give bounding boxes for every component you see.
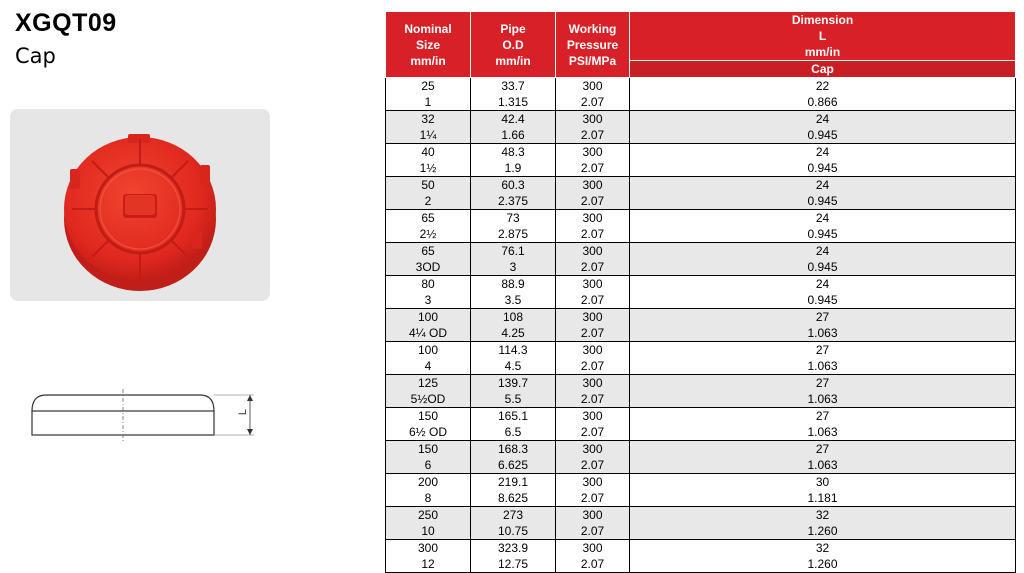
- cell-pipe-od-mm: 165.1: [471, 408, 556, 425]
- table-row: [386, 391, 1016, 408]
- cell-working-pressure-in: 2.07: [556, 556, 630, 573]
- table-row: [386, 160, 1016, 177]
- cell-working-pressure-in: 2.07: [556, 127, 630, 144]
- cell-working-pressure-in: 2.07: [556, 226, 630, 243]
- dimension-label-l: L: [237, 408, 250, 416]
- cell-working-pressure-in: 2.07: [556, 457, 630, 474]
- header-dimension: Dimension L mm/in: [630, 12, 1016, 61]
- cell-dimension-l-in: 0.945: [630, 127, 1016, 144]
- cell-dimension-l-in: 1.063: [630, 391, 1016, 408]
- cell-nominal-size-mm: 200: [386, 474, 471, 491]
- table-body: [386, 78, 1016, 573]
- table-row: [386, 94, 1016, 111]
- table-row: [386, 144, 1016, 161]
- cell-dimension-l-mm: 32: [630, 507, 1016, 524]
- cell-working-pressure-in: 2.07: [556, 160, 630, 177]
- table-row: [386, 375, 1016, 392]
- table-row: [386, 325, 1016, 342]
- cell-nominal-size-mm: 32: [386, 111, 471, 128]
- cell-dimension-l-mm: 32: [630, 540, 1016, 557]
- cell-dimension-l-mm: 24: [630, 210, 1016, 227]
- cell-pipe-od-mm: 168.3: [471, 441, 556, 458]
- cell-nominal-size-mm: 250: [386, 507, 471, 524]
- cell-pipe-od-in: 2.375: [471, 193, 556, 210]
- cell-pipe-od-in: 5.5: [471, 391, 556, 408]
- table-row: [386, 309, 1016, 326]
- cell-nominal-size-in: 5½OD: [386, 391, 471, 408]
- cell-pipe-od-mm: 323.9: [471, 540, 556, 557]
- table-row: [386, 127, 1016, 144]
- cell-nominal-size-mm: 65: [386, 243, 471, 260]
- cell-pipe-od-in: 4.25: [471, 325, 556, 342]
- cell-pipe-od-in: 4.5: [471, 358, 556, 375]
- table-row: [386, 358, 1016, 375]
- cell-nominal-size-in: 1: [386, 94, 471, 111]
- cell-dimension-l-in: 1.063: [630, 457, 1016, 474]
- cell-nominal-size-in: 3OD: [386, 259, 471, 276]
- cell-working-pressure-in: 2.07: [556, 523, 630, 540]
- cell-dimension-l-mm: 24: [630, 177, 1016, 194]
- cell-nominal-size-in: 2: [386, 193, 471, 210]
- cell-dimension-l-in: 1.063: [630, 358, 1016, 375]
- table-row: [386, 210, 1016, 227]
- cell-pipe-od-mm: 42.4: [471, 111, 556, 128]
- cell-nominal-size-in: 4: [386, 358, 471, 375]
- cell-dimension-l-in: 1.063: [630, 424, 1016, 441]
- table-row: [386, 292, 1016, 309]
- cell-pipe-od-in: 2.875: [471, 226, 556, 243]
- cell-working-pressure-in: 2.07: [556, 358, 630, 375]
- cell-pipe-od-in: 1.315: [471, 94, 556, 111]
- table-row: [386, 424, 1016, 441]
- cell-pipe-od-mm: 33.7: [471, 78, 556, 95]
- cell-pipe-od-in: 3.5: [471, 292, 556, 309]
- cell-nominal-size-in: 8: [386, 490, 471, 507]
- cell-working-pressure-mm: 300: [556, 441, 630, 458]
- cell-working-pressure-mm: 300: [556, 375, 630, 392]
- cell-working-pressure-in: 2.07: [556, 490, 630, 507]
- cell-working-pressure-mm: 300: [556, 507, 630, 524]
- cell-nominal-size-mm: 100: [386, 342, 471, 359]
- cell-pipe-od-in: 3: [471, 259, 556, 276]
- cell-pipe-od-mm: 219.1: [471, 474, 556, 491]
- table-row: [386, 259, 1016, 276]
- cell-working-pressure-mm: 300: [556, 474, 630, 491]
- dimension-table: [385, 11, 1016, 573]
- cell-working-pressure-in: 2.07: [556, 292, 630, 309]
- cell-working-pressure-in: 2.07: [556, 193, 630, 210]
- cell-working-pressure-mm: 300: [556, 540, 630, 557]
- cell-nominal-size-mm: 300: [386, 540, 471, 557]
- cell-working-pressure-mm: 300: [556, 78, 630, 95]
- cell-working-pressure-mm: 300: [556, 111, 630, 128]
- cell-nominal-size-mm: 125: [386, 375, 471, 392]
- cap-profile-icon: [22, 385, 262, 445]
- cell-nominal-size-mm: 65: [386, 210, 471, 227]
- table-row: [386, 540, 1016, 557]
- table-row: [386, 111, 1016, 128]
- table-row: [386, 507, 1016, 524]
- table-row: [386, 243, 1016, 260]
- cell-dimension-l-in: 0.945: [630, 292, 1016, 309]
- cell-dimension-l-mm: 24: [630, 243, 1016, 260]
- product-code: XGQT09: [15, 9, 117, 37]
- table-row: [386, 457, 1016, 474]
- cell-dimension-l-in: 0.945: [630, 226, 1016, 243]
- table-row: [386, 193, 1016, 210]
- cell-dimension-l-in: 0.945: [630, 193, 1016, 210]
- cell-dimension-l-in: 0.866: [630, 94, 1016, 111]
- table-row: [386, 441, 1016, 458]
- cell-pipe-od-mm: 114.3: [471, 342, 556, 359]
- cell-pipe-od-in: 1.9: [471, 160, 556, 177]
- cell-dimension-l-in: 1.063: [630, 325, 1016, 342]
- cell-working-pressure-mm: 300: [556, 276, 630, 293]
- table-row: [386, 490, 1016, 507]
- cell-working-pressure-in: 2.07: [556, 391, 630, 408]
- cell-pipe-od-mm: 73: [471, 210, 556, 227]
- cell-working-pressure-mm: 300: [556, 309, 630, 326]
- cell-dimension-l-mm: 27: [630, 408, 1016, 425]
- cap-section-drawing: [22, 385, 262, 445]
- table-row: [386, 78, 1016, 95]
- cell-pipe-od-in: 1.66: [471, 127, 556, 144]
- header-cap: Cap: [630, 61, 1016, 78]
- cell-dimension-l-in: 0.945: [630, 259, 1016, 276]
- cell-dimension-l-in: 1.260: [630, 523, 1016, 540]
- table-row: [386, 408, 1016, 425]
- cell-working-pressure-mm: 300: [556, 408, 630, 425]
- cell-nominal-size-in: 2½: [386, 226, 471, 243]
- cell-pipe-od-mm: 88.9: [471, 276, 556, 293]
- cell-nominal-size-mm: 25: [386, 78, 471, 95]
- cell-nominal-size-mm: 150: [386, 441, 471, 458]
- cell-pipe-od-mm: 273: [471, 507, 556, 524]
- cell-working-pressure-mm: 300: [556, 342, 630, 359]
- cell-dimension-l-mm: 27: [630, 441, 1016, 458]
- cell-pipe-od-mm: 60.3: [471, 177, 556, 194]
- table-row: [386, 474, 1016, 491]
- cell-pipe-od-in: 6.5: [471, 424, 556, 441]
- cell-dimension-l-mm: 24: [630, 276, 1016, 293]
- table-row: [386, 177, 1016, 194]
- cell-pipe-od-mm: 139.7: [471, 375, 556, 392]
- cell-working-pressure-mm: 300: [556, 210, 630, 227]
- cell-nominal-size-in: 6: [386, 457, 471, 474]
- cell-nominal-size-mm: 150: [386, 408, 471, 425]
- table-row: [386, 523, 1016, 540]
- product-photo: [10, 109, 270, 301]
- cell-dimension-l-mm: 27: [630, 375, 1016, 392]
- cell-nominal-size-in: 6½ OD: [386, 424, 471, 441]
- cell-nominal-size-mm: 100: [386, 309, 471, 326]
- cell-working-pressure-in: 2.07: [556, 325, 630, 342]
- table-row: [386, 342, 1016, 359]
- cell-working-pressure-in: 2.07: [556, 94, 630, 111]
- table-row: [386, 556, 1016, 573]
- cell-nominal-size-mm: 80: [386, 276, 471, 293]
- cell-dimension-l-in: 1.260: [630, 556, 1016, 573]
- cell-pipe-od-mm: 76.1: [471, 243, 556, 260]
- cell-pipe-od-in: 10.75: [471, 523, 556, 540]
- cell-nominal-size-in: 1¼: [386, 127, 471, 144]
- cell-nominal-size-mm: 40: [386, 144, 471, 161]
- cell-nominal-size-in: 1½: [386, 160, 471, 177]
- cell-nominal-size-in: 4¼ OD: [386, 325, 471, 342]
- cell-working-pressure-mm: 300: [556, 243, 630, 260]
- table-row: [386, 276, 1016, 293]
- table-row: [386, 226, 1016, 243]
- header-nominal-size: Nominal Size mm/in: [386, 12, 471, 78]
- cell-working-pressure-mm: 300: [556, 144, 630, 161]
- product-name: Cap: [15, 44, 56, 68]
- cell-nominal-size-in: 12: [386, 556, 471, 573]
- cell-working-pressure-in: 2.07: [556, 259, 630, 276]
- cell-dimension-l-in: 1.181: [630, 490, 1016, 507]
- header-working-pressure: Working Pressure PSI/MPa: [556, 12, 630, 78]
- cell-pipe-od-mm: 48.3: [471, 144, 556, 161]
- cell-dimension-l-mm: 24: [630, 144, 1016, 161]
- cell-pipe-od-mm: 108: [471, 309, 556, 326]
- header-pipe-od: Pipe O.D mm/in: [471, 12, 556, 78]
- cell-pipe-od-in: 6.625: [471, 457, 556, 474]
- cell-working-pressure-in: 2.07: [556, 424, 630, 441]
- cell-dimension-l-mm: 24: [630, 111, 1016, 128]
- cell-dimension-l-mm: 27: [630, 342, 1016, 359]
- cell-dimension-l-mm: 27: [630, 309, 1016, 326]
- cell-nominal-size-in: 10: [386, 523, 471, 540]
- cell-nominal-size-mm: 50: [386, 177, 471, 194]
- cell-pipe-od-in: 8.625: [471, 490, 556, 507]
- cell-pipe-od-in: 12.75: [471, 556, 556, 573]
- cap-product-icon: [10, 109, 270, 301]
- cell-dimension-l-mm: 22: [630, 78, 1016, 95]
- cell-dimension-l-in: 0.945: [630, 160, 1016, 177]
- cell-nominal-size-in: 3: [386, 292, 471, 309]
- cell-dimension-l-mm: 30: [630, 474, 1016, 491]
- cell-working-pressure-mm: 300: [556, 177, 630, 194]
